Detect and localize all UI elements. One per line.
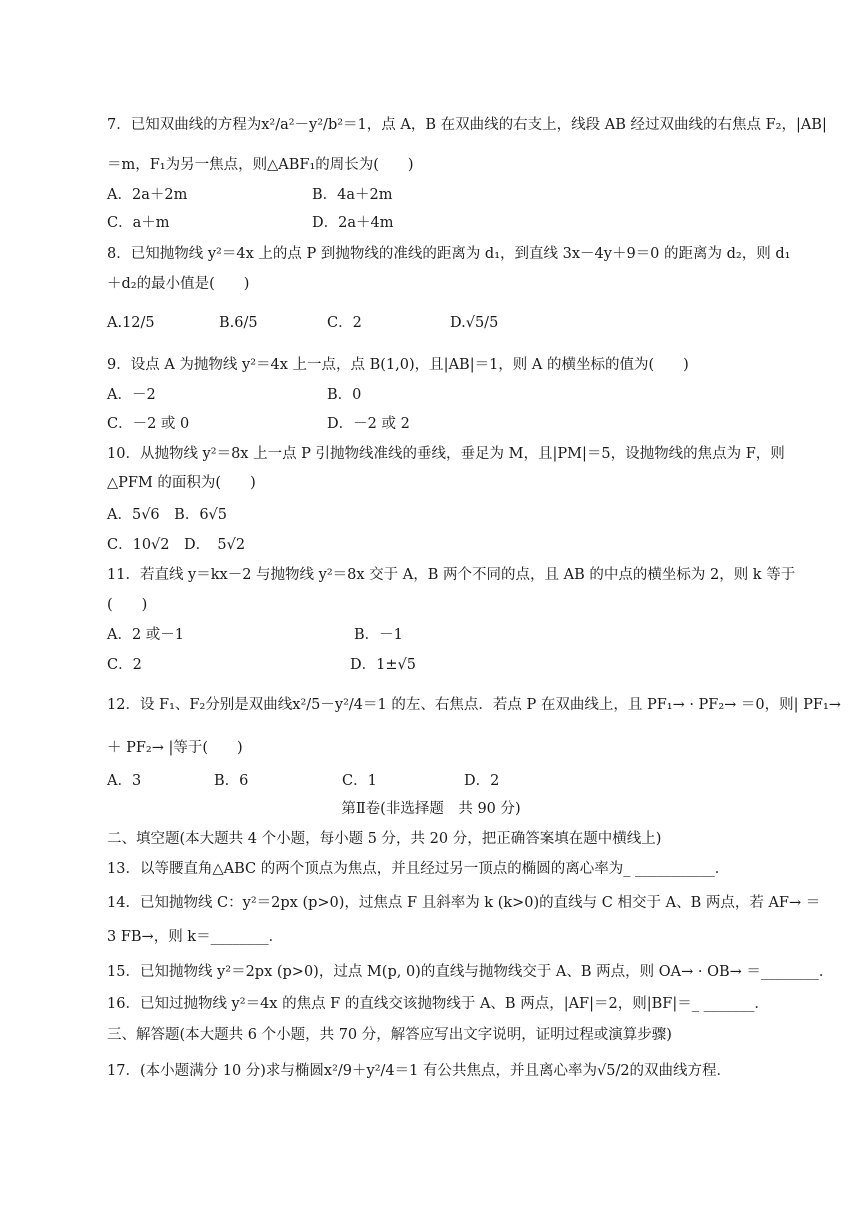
q8-option-b: B.6/5	[219, 315, 258, 331]
q8-option-a: A.12/5	[107, 315, 155, 331]
part2-heading: 第Ⅱ卷(非选择题 共 90 分)	[341, 801, 521, 817]
q12-option-d: D．2	[464, 773, 500, 789]
q12-option-a: A．3	[107, 773, 142, 789]
q11-stem-line2: ( )	[107, 597, 148, 613]
q12-stem-line1: 12．设 F₁、F₂分别是双曲线x²/5－y²/4＝1 的左、右焦点．若点 P 在双曲线上，且 PF₁→ · PF₂→ ＝0，则| PF₁→	[107, 697, 841, 713]
q7-option-c: C．a＋m	[107, 215, 170, 231]
q9-option-b: B．0	[327, 387, 362, 403]
q10-options-row1: A．5√6 B．6√5	[107, 507, 228, 523]
q11-option-d: D．1±√5	[350, 657, 416, 673]
q12-option-c: C．1	[342, 773, 377, 789]
q17-stem: 17．(本小题满分 10 分)求与椭圆x²/9＋y²/4＝1 有公共焦点，并且离心率为√5/2的双曲线方程．	[107, 1063, 732, 1079]
q8-stem-line1: 8．已知抛物线 y²＝4x 上的点 P 到抛物线的准线的距离为 d₁，到直线 3x－4y＋9＝0 的距离为 d₂，则 d₁	[107, 246, 791, 262]
q11-option-c: C．2	[107, 657, 142, 673]
q13-stem: 13．以等腰直角△ABC 的两个顶点为焦点，并且经过另一顶点的椭圆的离心率为_ ___________．	[107, 861, 730, 877]
q12-option-b: B．6	[214, 773, 249, 789]
q7-stem-line2: ＝m，F₁为另一焦点，则△ABF₁的周长为( )	[107, 157, 414, 173]
q12-stem-line2: ＋ PF₂→ |等于( )	[107, 740, 243, 756]
q10-stem-line1: 10．从抛物线 y²＝8x 上一点 P 引抛物线准线的垂线，垂足为 M，且|PM|＝5，设抛物线的焦点为 F，则	[107, 446, 785, 462]
q7-option-a: A．2a＋2m	[107, 187, 188, 203]
q11-stem-line1: 11．若直线 y＝kx－2 与抛物线 y²＝8x 交于 A，B 两个不同的点，且 AB 的中点的横坐标为 2，则 k 等于	[107, 567, 796, 583]
q11-option-b: B．－1	[354, 627, 403, 643]
q8-stem-line2: ＋d₂的最小值是( )	[107, 276, 250, 292]
q9-option-a: A．－2	[107, 387, 156, 403]
q8-option-d: D.√5/5	[450, 315, 499, 331]
q14-stem-line2: 3 FB→，则 k＝________．	[107, 929, 284, 945]
q9-option-c: C．－2 或 0	[107, 416, 190, 432]
q7-option-d: D．2a＋4m	[312, 215, 394, 231]
q11-option-a: A．2 或－1	[107, 627, 185, 643]
section3-heading: 三、解答题(本大题共 6 个小题，共 70 分，解答应写出文字说明，证明过程或演算步骤)	[107, 1027, 672, 1043]
q16-stem: 16．已知过抛物线 y²＝4x 的焦点 F 的直线交该抛物线于 A、B 两点，|AF|＝2，则|BF|＝_ _______．	[107, 996, 769, 1012]
section2-heading: 二、填空题(本大题共 4 个小题，每小题 5 分，共 20 分，把正确答案填在题中横线上)	[107, 831, 662, 847]
q10-stem-line2: △PFM 的面积为( )	[107, 475, 256, 491]
q7-stem-line1: 7．已知双曲线的方程为x²/a²－y²/b²＝1，点 A，B 在双曲线的右支上，线段 AB 经过双曲线的右焦点 F₂，|AB|	[107, 117, 827, 133]
q9-option-d: D．－2 或 2	[327, 416, 410, 432]
q8-option-c: C．2	[327, 315, 362, 331]
q15-stem: 15．已知抛物线 y²＝2px (p>0)，过点 M(p, 0)的直线与抛物线交于 A、B 两点，则 OA→ · OB→ ＝________．	[107, 964, 834, 980]
q9-stem: 9．设点 A 为抛物线 y²＝4x 上一点，点 B(1,0)，且|AB|＝1，则 A 的横坐标的值为( )	[107, 357, 689, 373]
q14-stem-line1: 14．已知抛物线 C：y²＝2px (p>0)，过焦点 F 且斜率为 k (k>0)的直线与 C 相交于 A、B 两点，若 AF→ ＝	[107, 895, 821, 911]
q10-options-row2: C．10√2 D． 5√2	[107, 537, 246, 553]
q7-option-b: B．4a＋2m	[312, 187, 393, 203]
